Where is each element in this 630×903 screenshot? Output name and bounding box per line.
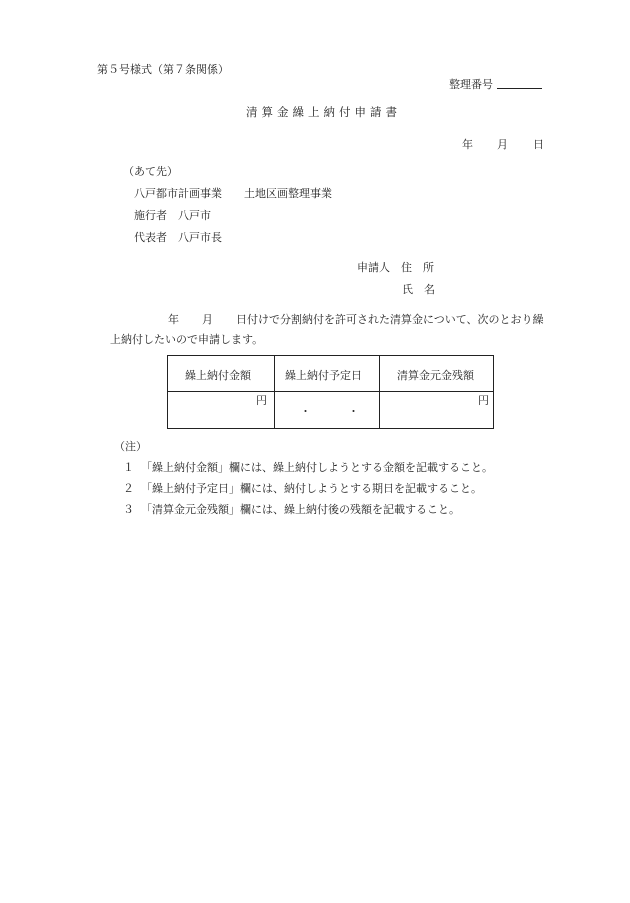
payment-table: [167, 355, 494, 429]
applicant-name-label: 氏 名: [402, 283, 435, 296]
form-number: 第５号様式（第７条関係）: [97, 63, 229, 76]
body-year-label: 年: [168, 313, 179, 326]
note-text: 「繰上納付予定日」欄には、納付しようとする期日を記載すること。: [141, 482, 482, 495]
addressee-project: 八戸都市計画事業 土地区画整理事業: [134, 187, 332, 200]
addressee-representative: 代表者 八戸市長: [134, 231, 222, 244]
applicant-address-label: 申請人 住 所: [357, 261, 434, 274]
balance-yen-unit: 円: [478, 394, 489, 407]
note-text: 「繰上納付金額」欄には、繰上納付しようとする金額を記載すること。: [141, 461, 493, 474]
note-number: ２: [123, 482, 134, 495]
header-prepayment-date: 繰上納付予定日: [285, 369, 362, 382]
date-month-label: 月: [497, 138, 508, 151]
date-year-label: 年: [462, 138, 473, 151]
table-divider: [379, 356, 380, 428]
reference-number-label: 整理番号: [449, 78, 493, 91]
header-principal-balance: 清算金元金残額: [397, 369, 474, 382]
body-month-label: 月: [202, 313, 213, 326]
note-number: ３: [123, 503, 134, 516]
date-separator: ・: [348, 405, 359, 418]
date-separator: ・: [300, 405, 311, 418]
table-divider: [168, 391, 493, 392]
header-prepayment-amount: 繰上納付金額: [185, 369, 251, 382]
note-text: 「清算金元金残額」欄には、繰上納付後の残額を記載すること。: [141, 503, 460, 516]
notes-heading: （注）: [114, 440, 147, 453]
amount-yen-unit: 円: [256, 394, 267, 407]
addressee-heading: （あて先）: [123, 165, 178, 178]
date-day-label: 日: [533, 138, 544, 151]
document-title: 清算金繰上納付申請書: [246, 105, 401, 119]
body-text-line1: 日付けで分割納付を許可された清算金について、次のとおり繰: [236, 313, 544, 326]
reference-number-field[interactable]: [497, 88, 542, 89]
note-number: １: [123, 461, 134, 474]
table-divider: [274, 356, 275, 428]
addressee-executor: 施行者 八戸市: [134, 209, 211, 222]
body-text-line2: 上納付したいので申請します。: [110, 333, 264, 346]
